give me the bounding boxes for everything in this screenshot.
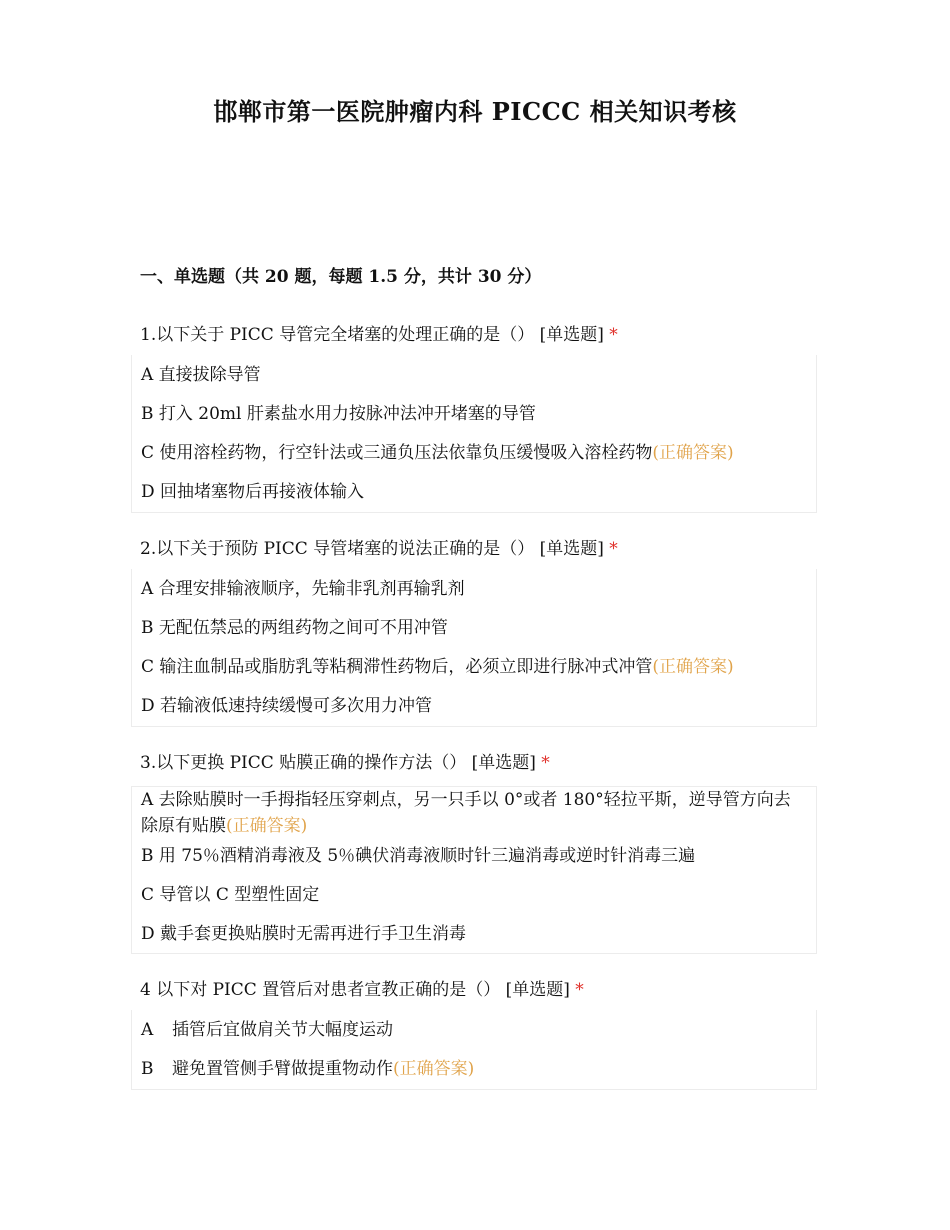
option-2d[interactable]: D 若输液低速持续缓慢可多次用力冲管 [141,696,433,716]
option-4a[interactable]: A 插管后宜做肩关节大幅度运动 [141,1017,802,1043]
required-mark: * [609,325,618,345]
question-2-text: 2.以下关于预防 PICC 导管堵塞的说法正确的是（） [单选题] * [140,539,618,559]
option-1a[interactable]: A 直接拔除导管 [141,365,261,385]
option-1d[interactable]: D 回抽堵塞物后再接液体输入 [141,482,365,502]
question-4-options [131,1010,817,1090]
question-3-text: 3.以下更换 PICC 贴膜正确的操作方法（） [单选题] * [140,753,550,773]
question-4-text: 4 以下对 PICC 置管后对患者宣教正确的是（） [单选题] * [140,980,584,1000]
option-2b[interactable]: B 无配伍禁忌的两组药物之间可不用冲管 [141,618,448,638]
option-3d[interactable]: D 戴手套更换贴膜时无需再进行手卫生消毒 [141,924,467,944]
option-3b[interactable]: B 用 75％酒精消毒液及 5％碘伏消毒液顺时针三遍消毒或逆时针消毒三遍 [141,846,696,866]
option-2c[interactable]: C 输注血制品或脂肪乳等粘稠滞性药物后，必须立即进行脉冲式冲管(正确答案) [141,657,734,677]
option-letter: A [141,1020,154,1040]
required-mark: * [609,539,618,559]
correct-answer-mark: (正确答案) [393,1059,475,1079]
correct-answer-mark: (正确答案) [226,816,308,836]
option-3c[interactable]: C 导管以 C 型塑性固定 [141,885,320,905]
section-heading: 一、单选题（共 20 题，每题 1.5 分，共计 30 分） [140,267,542,287]
correct-answer-mark: (正确答案) [652,657,734,677]
question-3-options [131,786,817,954]
option-4b[interactable]: B 避免置管侧手臂做提重物动作(正确答案) [141,1056,802,1082]
question-1-text: 1.以下关于 PICC 导管完全堵塞的处理正确的是（） [单选题] * [140,325,618,345]
option-3a[interactable]: A 去除贴膜时一手拇指轻压穿刺点，另一只手以 0°或者 180°轻拉平斯，逆导管方向去除原有贴膜(正确答案) [141,790,791,836]
option-1c[interactable]: C 使用溶栓药物，行空针法或三通负压法依靠负压缓慢吸入溶栓药物(正确答案) [141,443,734,463]
option-1b[interactable]: B 打入 20ml 肝素盐水用力按脉冲法冲开堵塞的导管 [141,404,536,424]
question-2-options [131,569,817,727]
required-mark: * [541,753,550,773]
option-2a[interactable]: A 合理安排输液顺序，先输非乳剂再输乳剂 [141,579,465,599]
required-mark: * [575,980,584,1000]
document-title: 邯郸市第一医院肿瘤内科 PICCC 相关知识考核 [213,97,737,126]
correct-answer-mark: (正确答案) [652,443,734,463]
option-letter: B [141,1059,154,1079]
question-1-options [131,355,817,513]
